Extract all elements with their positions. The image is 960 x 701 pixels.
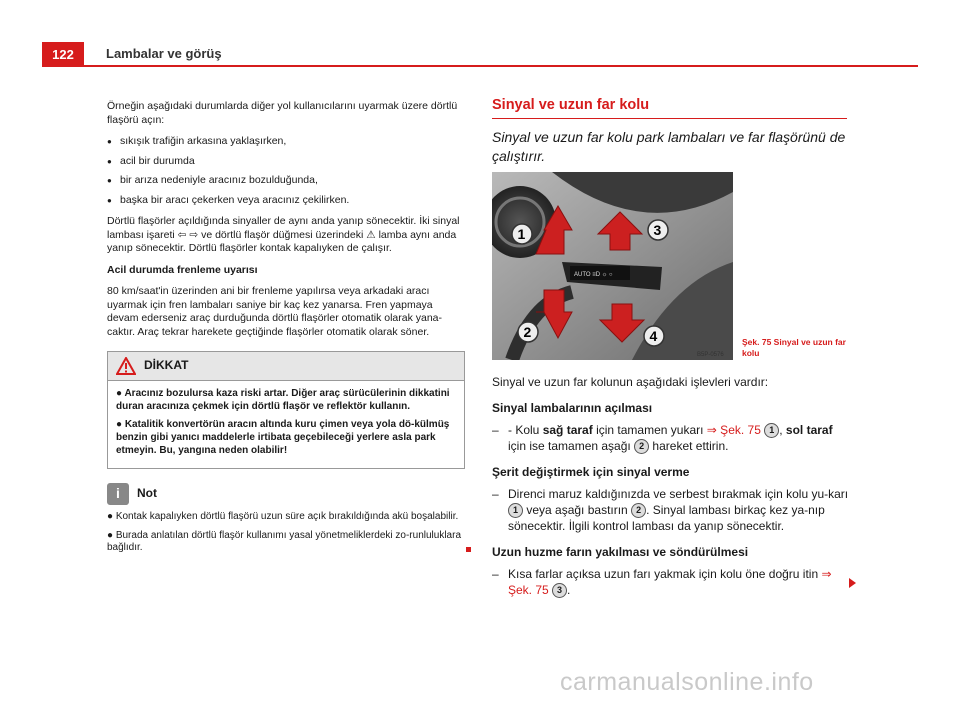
situation-list xyxy=(107,135,465,207)
high-beam-heading: Uzun huzme farın yakılması ve söndürülmesi xyxy=(492,545,749,559)
list-item: ● başka bir aracı çekerken veya aracınız çekilirken. xyxy=(107,194,465,208)
figure-illustration xyxy=(492,172,733,360)
intro-paragraph: Örneğin aşağıdaki durumlarda diğer yol kullanıcılarını uyarmak üzere dörtlü flaşörü açın: xyxy=(107,100,458,126)
figure-reference-link[interactable]: ⇒ Şek. 75 xyxy=(706,423,761,437)
stalk-figure xyxy=(492,172,733,360)
turn-signal-heading: Sinyal lambalarının açılması xyxy=(492,401,653,415)
lane-change-step: – Direnci maruz kaldığınızda ve serbest bırakmak için kolu yu-karı 1 veya aşağı bastırın 2 . Sinyal lambası birkaç kez ya-nıp sönecektir. İlgili kontrol lambası da yanıp sönecektir. xyxy=(492,486,852,534)
warning-item: ● Katalitik konvertörün aracın altında kuru çimen veya yola dö-külmüş benzin gibi yanıcı maddelerle irtibata geçebileceği yerlere asla park etmeyin. Bu, yangına neden olabilir! xyxy=(116,419,450,456)
turn-signal-icon: ⇦ ⇨ xyxy=(177,228,199,241)
figure-caption: Şek. 75 Sinyal ve uzun far kolu xyxy=(742,337,846,358)
figure-reference-link[interactable]: ⇒ Şek. 75 xyxy=(508,567,832,597)
note-item: ● Kontak kapalıyken dörtlü flaşörü uzun süre açık bırakıldığında akü boşalabilir. xyxy=(107,511,459,522)
list-item: ● bir arıza nedeniyle aracınız bozulduğunda, xyxy=(107,174,465,188)
left-column xyxy=(107,100,465,561)
callout-2: 2 xyxy=(523,324,532,340)
warning-title: DİKKAT xyxy=(144,358,189,373)
callout-1: 1 xyxy=(517,226,526,242)
page-number: 122 xyxy=(42,42,84,66)
section-title: Sinyal ve uzun far kolu xyxy=(492,97,847,119)
lead-paragraph: Sinyal ve uzun far kolunun aşağıdaki işlevleri vardır: xyxy=(492,375,769,389)
figure-code: B5P-0576 xyxy=(697,352,724,358)
hazard-paragraph: Dörtlü flaşörler açıldığında sinyaller de aynı anda yanıp sönecektir. İki sinyal lambası işareti ⇦ ⇨ ve dörtlü flaşör düğmesi üzerindeki ⚠ lamba aynı anda yanıp sönecektir. Dörtlü flaşörler kontak kapalıyken de çalışır. xyxy=(107,215,460,254)
turn-signal-step: – - Kolu sağ taraf için tamamen yukarı ⇒ Şek. 75 1 , sol taraf için ise tamamen aşağı 2 hareket ettirin. xyxy=(492,422,852,454)
callout-4: 4 xyxy=(649,328,658,344)
callout-ref-2: 2 xyxy=(634,439,649,454)
continue-arrow-icon xyxy=(849,578,856,588)
warning-box xyxy=(107,351,465,469)
svg-text:AUTO ≡D ☼ ○: AUTO ≡D ☼ ○ xyxy=(574,272,613,278)
callout-3: 3 xyxy=(653,222,662,238)
right-column-body xyxy=(492,374,852,606)
list-item: ● sıkışık trafiğin arkasına yaklaşırken, xyxy=(107,135,465,149)
emergency-brake-heading: Acil durumda frenleme uyarısı xyxy=(107,263,258,276)
note-item: ● Burada anlatılan dörtlü flaşör kullanımı yasal yönetmeliklerdeki zo-runluluklara bağlıdır. xyxy=(107,529,461,553)
watermark: carmanualsonline.info xyxy=(560,668,814,696)
section-end-marker xyxy=(466,547,471,552)
callout-ref-3: 3 xyxy=(552,583,567,598)
list-item: ● acil bir durumda xyxy=(107,155,465,169)
hazard-triangle-icon: ⚠ xyxy=(366,228,376,241)
warning-item: ● Aracınız bozulursa kaza riski artar. Diğer araç sürücülerinin dikkatini duran aracınıza çekmek için dörtlü flaşör ve reflektör kullanın. xyxy=(116,388,450,412)
high-beam-step: – Kısa farlar açıksa uzun farı yakmak için kolu öne doğru itin ⇒ Şek. 75 3 . xyxy=(492,566,852,598)
chapter-title: Lambalar ve görüş xyxy=(106,46,222,61)
section-intro: Sinyal ve uzun far kolu park lambaları ve far flaşörünü de çalıştırır. xyxy=(492,129,846,164)
callout-ref-2: 2 xyxy=(631,503,646,518)
warning-icon xyxy=(116,357,136,375)
emergency-brake-paragraph: 80 km/saat'in üzerinden ani bir frenleme yapılırsa veya arkadaki aracı uyarmak için fren lambaları saniye bir kaç kez yanarsa. Fren yapmaya devam ederseniz araç durduğunda dörtlü flaşörler otomatik olarak yana-caktır. Araç tekrar harekete geçtiğinde flaşörler otomatik olarak söner. xyxy=(107,285,443,338)
right-column-header xyxy=(492,97,852,166)
note-icon: i xyxy=(107,483,129,505)
callout-ref-1: 1 xyxy=(764,423,779,438)
note-title: Not xyxy=(137,486,157,501)
lane-change-heading: Şerit değiştirmek için sinyal verme xyxy=(492,465,690,479)
callout-ref-1: 1 xyxy=(508,503,523,518)
header-rule xyxy=(42,65,918,67)
